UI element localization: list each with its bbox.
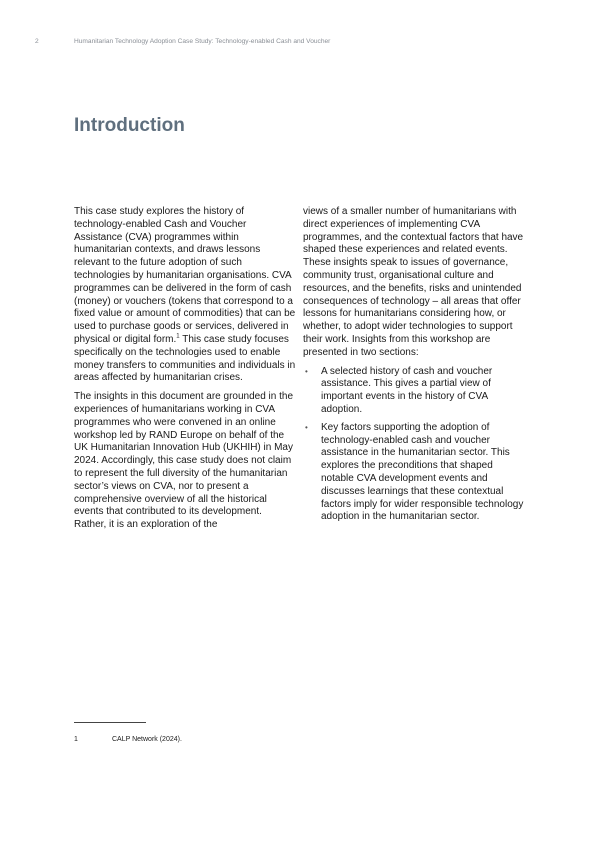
bullet-icon: • — [305, 366, 308, 376]
section-title: Introduction — [74, 115, 185, 136]
sections-list — [303, 366, 525, 525]
right-column — [303, 206, 525, 529]
footnote — [74, 736, 182, 743]
list-item-text: Key factors supporting the adoption of technology-enabled cash and voucher assistance in the humanitarian sector. This explores the preconditions that shaped notable CVA development events and discusses learnings that these contextual factors imply for wider responsible technology adoption in the humanitarian sector. — [321, 421, 524, 523]
paragraph-text: This case study focuses specifically on the technologies used to enable money transfers to communities and individuals in areas affected by humanitarian crises. — [74, 333, 296, 384]
left-column — [74, 206, 296, 538]
page-number: 2 — [35, 38, 39, 45]
footnote-divider — [74, 722, 146, 723]
list-item — [303, 366, 525, 417]
list-item-text: A selected history of cash and voucher assistance. This gives a partial view of important events in the history of CVA adoption. — [321, 365, 493, 415]
list-item — [303, 422, 525, 524]
intro-paragraph-3: views of a smaller number of humanitarians with direct experiences of implementing CVA programmes, and the contextual factors that have shaped these experiences and related events. These insights speak to issues of governance, community trust, organisational culture and resources, and the benefits, risks and unintended consequences of technology – all areas that offer lessons for humanitarians considering how, or whether, to adopt wider technologies to support their work. Insights from this workshop are presented in two sections: — [303, 206, 524, 358]
footnote-number: 1 — [74, 736, 78, 743]
intro-paragraph-2: The insights in this document are grounded in the experiences of humanitarians working in CVA programmes who were convened in an online workshop led by RAND Europe on behalf of the UK Humanitarian Innovation Hub (UKHIH) in May 2024. Accordingly, this case study does not claim to represent the full diversity of the humanitarian sector’s views on CVA, nor to present a comprehensive overview of all the historical events that contributed to its development. Rather, it is an exploration of the — [74, 391, 294, 531]
footnote-text: CALP Network (2024). — [112, 736, 182, 743]
footnote-reference[interactable]: 1 — [176, 333, 180, 340]
intro-paragraph-1 — [74, 206, 296, 385]
paragraph-text: This case study explores the history of technology-enabled Cash and Voucher Assistance (CVA) programmes within humanitarian contexts, and draws lessons relevant to the future adoption of such technologies by humanitarian organisations. CVA programmes can be delivered in the form of cash (money) or vouchers (tokens that correspond to a fixed value or amount of commodities) that can be used to purchase goods or services, delivered in physical or digital form. — [74, 206, 296, 345]
running-title: Humanitarian Technology Adoption Case Study: Technology-enabled Cash and Voucher — [74, 38, 331, 45]
running-header — [35, 38, 330, 45]
bullet-icon: • — [305, 422, 308, 432]
